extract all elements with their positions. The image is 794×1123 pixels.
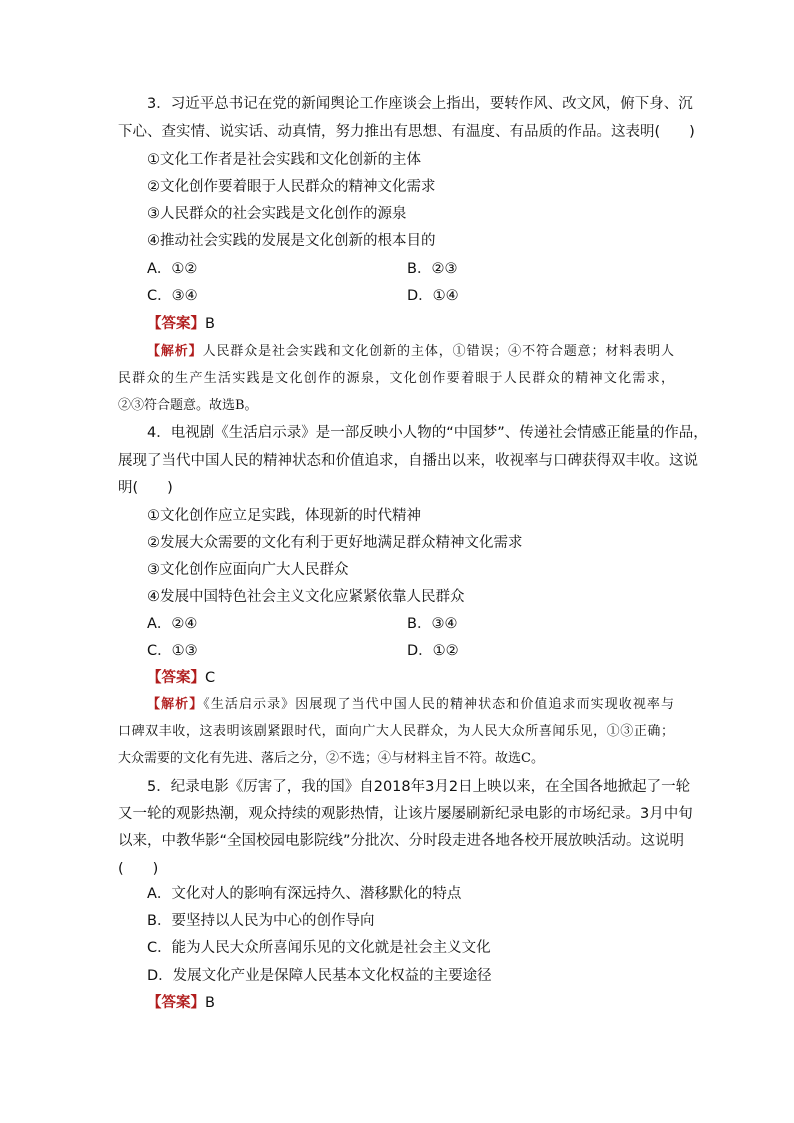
q4-stem-line-2: 展现了当代中国人民的精神状态和价值追求，自播出以来，收视率与口碑获得双丰收。这说 bbox=[118, 453, 698, 469]
q4-answer-value: C bbox=[205, 670, 216, 686]
q4-analysis-label: 【解析】 bbox=[147, 697, 204, 712]
q5-answer-label: 【答案】 bbox=[147, 995, 205, 1011]
q3-stem-line-1: 3．习近平总书记在党的新闻舆论工作座谈会上指出，要转作风、改文风，俯下身、沉 bbox=[147, 96, 693, 112]
q3-analysis-line-3: ②③符合题意。故选B。 bbox=[118, 398, 258, 413]
q4-choice-a: A．②④ bbox=[147, 616, 198, 632]
q5-choice-c: C．能为人民大众所喜闻乐见的文化就是社会主义文化 bbox=[147, 940, 491, 956]
q3-answer-value: B bbox=[205, 316, 215, 332]
q4-analysis-line-3: 大众需要的文化有先进、落后之分，②不选；④与材料主旨不符。故选C。 bbox=[118, 751, 544, 766]
q3-choice-c: C．③④ bbox=[147, 288, 198, 304]
q3-statement-2: ②文化创作要着眼于人民群众的精神文化需求 bbox=[147, 179, 436, 195]
q3-choice-b: B．②③ bbox=[407, 261, 458, 277]
q4-answer-label: 【答案】 bbox=[147, 670, 205, 686]
q5-stem-line-3: 以来，中教华影“全国校园电影院线”分批次、分时段走进各地各校开展放映活动。这说明 bbox=[118, 833, 685, 849]
q4-analysis-line-1 bbox=[147, 695, 674, 715]
q4-statement-3: ③文化创作应面向广大人民群众 bbox=[147, 562, 349, 578]
q5-stem-line-2: 又一轮的观影热潮，观众持续的观影热情，让该片屡屡刷新纪录电影的市场纪录。3月中旬 bbox=[118, 806, 693, 822]
q3-answer-label: 【答案】 bbox=[147, 316, 205, 332]
q3-answer bbox=[147, 314, 215, 334]
q5-choice-d: D．发展文化产业是保障人民基本文化权益的主要途径 bbox=[147, 968, 492, 984]
q4-choice-c: C．①③ bbox=[147, 643, 198, 659]
q3-analysis-label: 【解析】 bbox=[147, 344, 203, 359]
q4-statement-2: ②发展大众需要的文化有利于更好地满足群众精神文化需求 bbox=[147, 535, 523, 551]
q4-analysis-line-2: 口碑双丰收，这表明该剧紧跟时代，面向广大人民群众，为人民大众所喜闻乐见，①③正确； bbox=[118, 724, 674, 739]
q4-stem-line-1: 4．电视剧《生活启示录》是一部反映小人物的“中国梦”、传递社会情感正能量的作品， bbox=[147, 425, 708, 441]
q4-statement-1: ①文化创作应立足实践，体现新的时代精神 bbox=[147, 508, 421, 524]
q4-answer bbox=[147, 668, 215, 688]
q4-choice-b: B．③④ bbox=[407, 616, 458, 632]
q4-choice-d: D．①② bbox=[407, 643, 459, 659]
q3-analysis-line-2: 民群众的生产生活实践是文化创作的源泉，文化创作要着眼于人民群众的精神文化需求， bbox=[118, 371, 674, 386]
q3-stem-line-2: 下心、查实情、说实话、动真情，努力推出有思想、有温度、有品质的作品。这表明( ) bbox=[118, 124, 695, 140]
q4-analysis-text-1: 《生活启示录》因展现了当代中国人民的精神状态和价值追求而实现收视率与 bbox=[203, 697, 674, 712]
q3-statement-1: ①文化工作者是社会实践和文化创新的主体 bbox=[147, 152, 421, 168]
q3-analysis-line-1 bbox=[147, 342, 674, 362]
q3-choice-a: A．①② bbox=[147, 261, 198, 277]
q5-choice-a: A．文化对人的影响有深远持久、潜移默化的特点 bbox=[147, 886, 462, 902]
q5-answer bbox=[147, 993, 215, 1013]
q5-choice-b: B．要坚持以人民为中心的创作导向 bbox=[147, 913, 375, 929]
q4-statement-4: ④发展中国特色社会主义文化应紧紧依靠人民群众 bbox=[147, 589, 465, 605]
q3-choice-d: D．①④ bbox=[407, 288, 459, 304]
q3-statement-3: ③人民群众的社会实践是文化创作的源泉 bbox=[147, 206, 407, 222]
q3-statement-4: ④推动社会实践的发展是文化创新的根本目的 bbox=[147, 233, 436, 249]
q5-stem-line-4: ( ) bbox=[118, 861, 159, 877]
q4-stem-line-3: 明( ) bbox=[118, 480, 173, 496]
q5-stem-line-1: 5．纪录电影《厉害了，我的国》自2018年3月2日上映以来，在全国各地掀起了一轮 bbox=[147, 779, 691, 795]
q5-answer-value: B bbox=[205, 995, 215, 1011]
q3-analysis-text-1: 人民群众是社会实践和文化创新的主体，①错误；④不符合题意；材料表明人 bbox=[202, 344, 674, 359]
